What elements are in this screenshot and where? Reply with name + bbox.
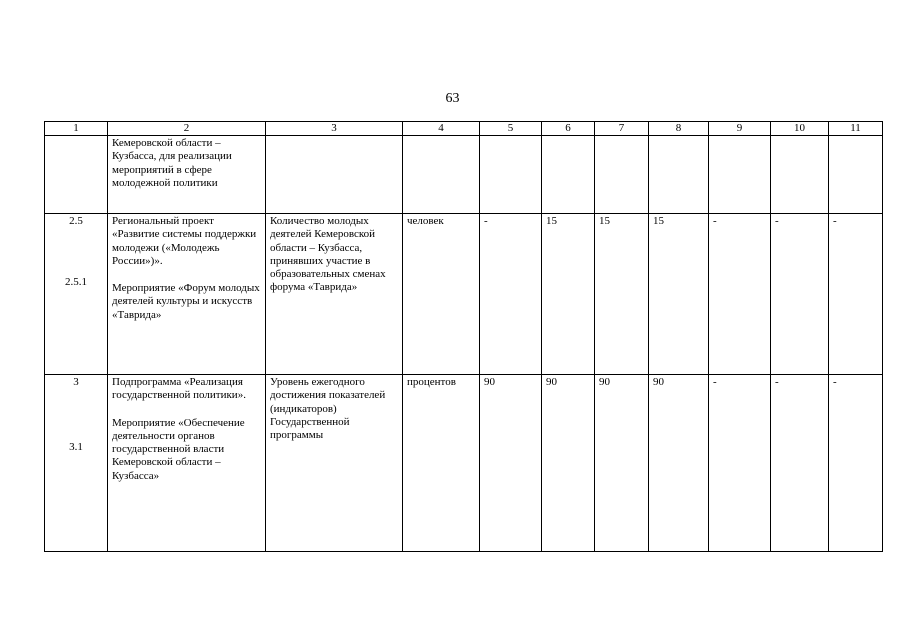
value-col-5: 90 <box>480 375 542 552</box>
row-unit: человек <box>403 214 480 375</box>
row-name-cell <box>108 375 266 552</box>
column-header: 2 <box>108 122 266 136</box>
row-subnumber: 2.5.1 <box>65 276 87 289</box>
value-col-11: - <box>829 214 883 375</box>
value-col-11: - <box>829 375 883 552</box>
value-col-7: 90 <box>595 375 649 552</box>
row-number-cell <box>45 375 108 552</box>
value-col-8: 15 <box>649 214 709 375</box>
value-col-10 <box>771 136 829 214</box>
table-row <box>45 375 883 552</box>
row-unit <box>403 136 480 214</box>
row-subnumber: 3.1 <box>69 441 83 454</box>
value-col-9: - <box>709 375 771 552</box>
column-header: 10 <box>771 122 829 136</box>
column-header: 9 <box>709 122 771 136</box>
column-header: 6 <box>542 122 595 136</box>
row-subname: Мероприятие «Форум молодых деятелей культуры и искусств «Таврида» <box>112 282 260 321</box>
value-col-6: 15 <box>542 214 595 375</box>
value-col-5: - <box>480 214 542 375</box>
column-header: 5 <box>480 122 542 136</box>
column-header: 11 <box>829 122 883 136</box>
table-row <box>45 214 883 375</box>
row-name: Кемеровской области – Кузбасса, для реализации мероприятий в сфере молодежной политики <box>108 136 266 214</box>
row-name: Региональный проект «Развитие системы поддержки молодежи («Молодежь России»)». <box>112 215 257 267</box>
column-header: 4 <box>403 122 480 136</box>
row-name: Подпрограмма «Реализация государственной политики». <box>112 376 246 402</box>
column-header: 7 <box>595 122 649 136</box>
value-col-11 <box>829 136 883 214</box>
table-header-row <box>45 122 883 136</box>
column-header: 8 <box>649 122 709 136</box>
column-header: 3 <box>266 122 403 136</box>
value-col-10: - <box>771 375 829 552</box>
value-col-8 <box>649 136 709 214</box>
row-number-cell <box>45 214 108 375</box>
value-col-8: 90 <box>649 375 709 552</box>
value-col-9 <box>709 136 771 214</box>
row-indicator: Количество молодых деятелей Кемеровской области – Кузбасса, принявших участие в образовательных сменах форума «Таврида» <box>266 214 403 375</box>
value-col-7: 15 <box>595 214 649 375</box>
value-col-6: 90 <box>542 375 595 552</box>
column-header: 1 <box>45 122 108 136</box>
row-unit: процентов <box>403 375 480 552</box>
row-number: 2.5 <box>69 215 83 227</box>
value-col-7 <box>595 136 649 214</box>
row-subname: Мероприятие «Обеспечение деятельности органов государственной власти Кемеровской области – Кузбасса» <box>112 416 245 482</box>
row-number <box>45 136 108 214</box>
value-col-10: - <box>771 214 829 375</box>
row-indicator <box>266 136 403 214</box>
row-name-cell <box>108 214 266 375</box>
value-col-6 <box>542 136 595 214</box>
table-row <box>45 136 883 214</box>
value-col-9: - <box>709 214 771 375</box>
row-indicator: Уровень ежегодного достижения показателей (индикаторов) Государственной программы <box>266 375 403 552</box>
value-col-5 <box>480 136 542 214</box>
row-number: 3 <box>73 376 79 388</box>
page-number: 63 <box>445 91 460 106</box>
program-indicators-table <box>44 121 883 552</box>
